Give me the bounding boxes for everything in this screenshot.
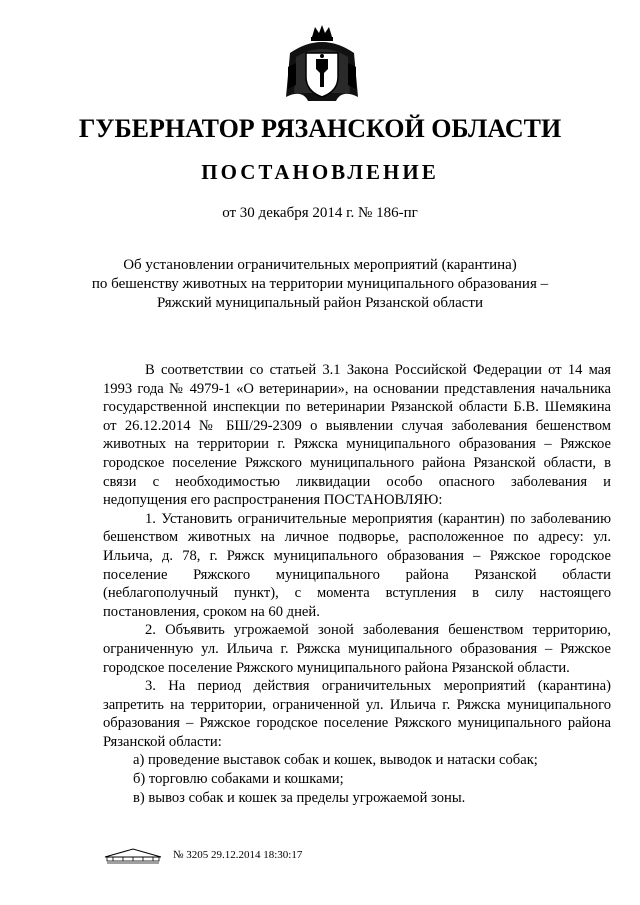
- point-3-item-b: б) торговлю собаками и кошками;: [133, 771, 344, 788]
- subject-line: Ряжский муниципальный район Рязанской области: [157, 295, 483, 311]
- document-date-number: от 30 декабря 2014 г. № 186-пг: [222, 205, 418, 221]
- point-3-item-a: а) проведение выставок собак и кошек, выводок и натаски собак;: [133, 752, 538, 769]
- document-body: [103, 361, 611, 807]
- subject-line: Об установлении ограничительных мероприятий (карантина): [123, 257, 517, 273]
- point-2-paragraph: 2. Объявить угрожаемой зоной заболевания бешенством территорию, ограниченную ул. Ильича г. Ряжска муниципального образования – Ряжское городское поселение Ряжского муниципального района Рязанской области.: [103, 622, 611, 676]
- document-type: ПОСТАНОВЛЕНИЕ: [201, 160, 439, 184]
- registration-footer: [103, 847, 363, 867]
- document-subject: [90, 256, 550, 313]
- registry-stamp-icon: [103, 847, 163, 865]
- point-3-paragraph: 3. На период действия ограничительных мероприятий (карантина) запретить на территории, ограниченной ул. Ильича г. Ряжска муниципального образования – Ряжское городское поселение Ряжского муниципального района Рязанской области:: [103, 678, 611, 750]
- authority-title: ГУБЕРНАТОР РЯЗАНСКОЙ ОБЛАСТИ: [78, 114, 562, 143]
- point-3-item-c: в) вывоз собак и кошек за пределы угрожаемой зоны.: [133, 789, 466, 806]
- subject-line: по бешенству животных на территории муниципального образования –: [91, 276, 549, 292]
- point-1-paragraph: 1. Установить ограничительные мероприятия (карантин) по заболеванию бешенством животных на личное подворье, расположенное по адресу: ул. Ильича, д. 78, г. Ряжск муниципального образования – Ряжское городское поселение Ряжского муниципального района Рязанской области (неблагополучный пункт), с момента вступления в силу настоящего постановления, сроком на 60 дней.: [103, 510, 611, 620]
- coat-of-arms-icon: [282, 23, 362, 105]
- registration-number: № 3205 29.12.2014 18:30:17: [173, 849, 303, 861]
- preamble-paragraph: В соответствии со статьей 3.1 Закона Российской Федерации от 14 мая 1993 года № 4979-1 «О ветеринарии», на основании представления начальника государственной инспекции по ветеринарии Рязанской области Б.В. Шемякина от 26.12.2014 № БШ/29-2309 о выявлении случая заболевания бешенством животных на территории г. Ряжска муниципального образования – Ряжское городское поселение Ряжского муниципального района Рязанской области, в связи с необходимостью ликвидации особо опасного заболевания и недопущения его распространения ПОСТАНОВЛЯЮ:: [103, 362, 611, 509]
